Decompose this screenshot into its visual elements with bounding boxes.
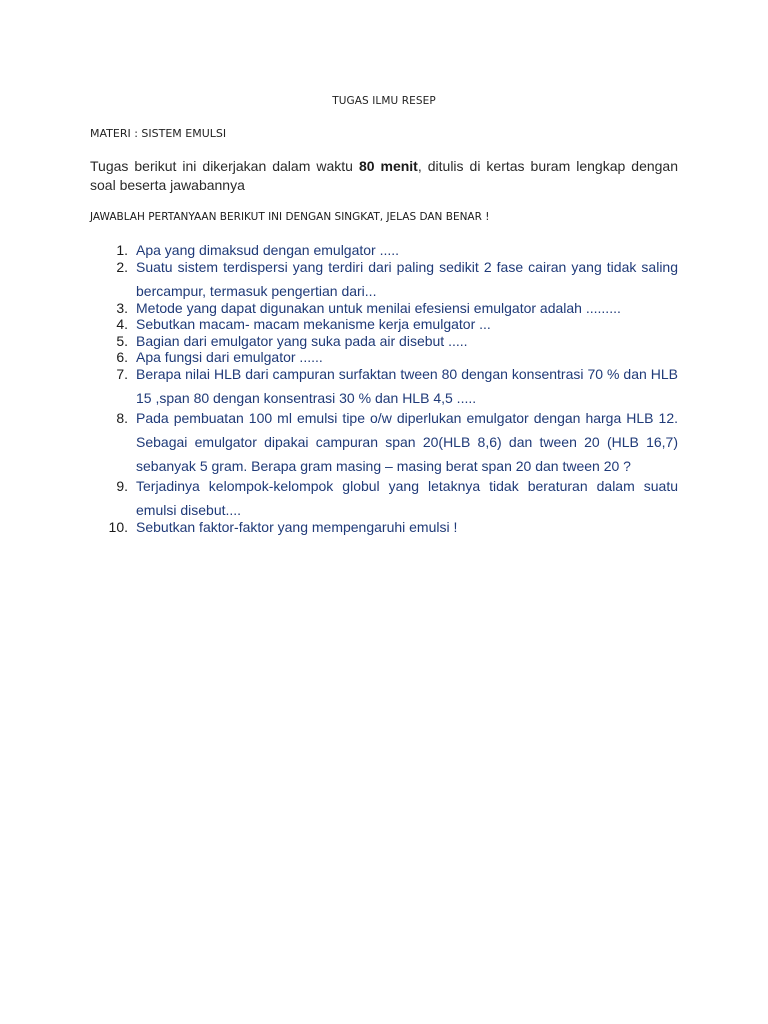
question-text: Sebutkan faktor-faktor yang mempengaruhi emulsi ! xyxy=(136,518,458,535)
question-text: Sebutkan macam- macam mekanisme kerja emulgator ... xyxy=(136,316,491,332)
question-item xyxy=(90,406,678,478)
question-text: Apa yang dimaksud dengan emulgator ..... xyxy=(136,242,400,258)
question-list xyxy=(90,242,678,535)
question-number: 7. xyxy=(116,365,128,382)
question-number: 4. xyxy=(116,316,128,332)
question-number: 2. xyxy=(116,258,128,275)
question-text: Berapa nilai HLB dari campuran surfaktan tween 80 dengan konsentrasi 70 % dan HLB 15 ,span 80 dengan konsentrasi 30 % dan HLB 4,5 ..... xyxy=(136,365,678,406)
question-text: Bagian dari emulgator yang suka pada air disebut ..... xyxy=(136,332,468,349)
question-number: 6. xyxy=(116,349,128,365)
question-item xyxy=(90,300,678,317)
instruction-heading: JAWABLAH PERTANYAAN BERIKUT INI DENGAN SINGKAT, JELAS DAN BENAR ! xyxy=(90,211,490,223)
question-item xyxy=(90,333,678,350)
question-item xyxy=(90,474,678,522)
question-text: Terjadinya kelompok-kelompok globul yang letaknya tidak beraturan dalam suatu emulsi disebut.... xyxy=(136,477,678,518)
question-text: Metode yang dapat digunakan untuk menilai efesiensi emulgator adalah ......... xyxy=(136,299,621,316)
question-number: 3. xyxy=(116,299,128,316)
question-number: 5. xyxy=(116,332,128,349)
question-item xyxy=(90,519,678,536)
document-title: TUGAS ILMU RESEP xyxy=(332,95,436,107)
intro-text-before: Tugas berikut ini dikerjakan dalam waktu xyxy=(90,158,359,174)
question-number: 10. xyxy=(108,518,128,535)
question-item xyxy=(90,255,678,303)
question-text: Apa fungsi dari emulgator ...... xyxy=(136,349,323,365)
materi-heading: MATERI : SISTEM EMULSI xyxy=(90,127,227,140)
intro-time-bold: 80 menit xyxy=(358,158,418,174)
question-number: 1. xyxy=(116,242,128,258)
question-text: Suatu sistem terdispersi yang terdiri dari paling sedikit 2 fase cairan yang tidak saling bercampur, termasuk pengertian dari... xyxy=(136,258,678,299)
intro-text-after: , ditulis di kertas buram lengkap dengan soal beserta jawabannya xyxy=(90,158,678,193)
intro-paragraph xyxy=(90,157,678,195)
question-number: 9. xyxy=(116,477,128,494)
question-item xyxy=(90,316,678,333)
question-item xyxy=(90,362,678,410)
question-text: Pada pembuatan 100 ml emulsi tipe o/w diperlukan emulgator dengan harga HLB 12. Sebagai emulgator dipakai campuran span 20(HLB 8,6) dan tween 20 (HLB 16,7) sebanyak 5 gram. Berapa gram masing – masing berat span 20 dan tween 20 ? xyxy=(136,409,678,474)
question-number: 8. xyxy=(116,409,128,426)
